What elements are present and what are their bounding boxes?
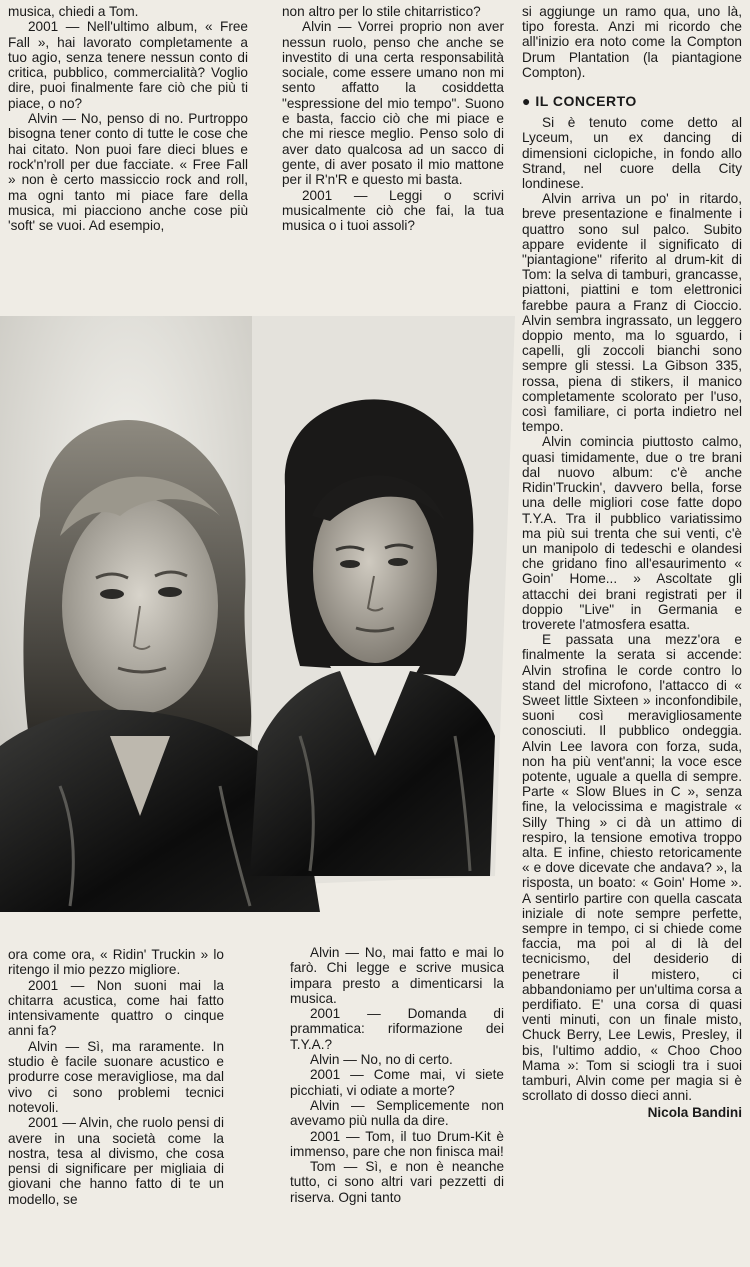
paragraph: Tom — Sì, e non è neanche tutto, ci sono altri vari pezzetti di riserva. Ogni tanto — [290, 1159, 504, 1205]
byline: Nicola Bandini — [647, 1105, 742, 1121]
paragraph: si aggiunge un ramo qua, uno là, tipo foresta. Anzi mi ricordo che all'inizio era noto come la Compton Drum Plantation (la piantagione Compton). — [522, 4, 742, 80]
paragraph: Alvin — Vorrei proprio non aver nessun ruolo, penso che anche se investito di una certa responsabilità sociale, come essere umano non mi sento affatto la cosiddetta "espressione del mio tempo". Suono e basta, faccio ciò che mi piace e che mi riesce meglio. Penso solo di aver dato qualcosa ad un sacco di gente, di aver posato il mio mattone per il R'n'R e questo mi basta. — [282, 19, 504, 188]
paragraph: 2001 — Leggi o scrivi musicalmente ciò che fai, la tua musica o i tuoi assoli? — [282, 187, 504, 234]
column-1-bottom — [8, 947, 224, 1207]
paragraph: 2001 — Domanda di prammatica: riformazione dei T.Y.A.? — [290, 1006, 504, 1052]
column-2-top — [282, 4, 504, 233]
photo-image — [0, 316, 515, 912]
paragraph: Alvin arriva un po' in ritardo, breve presentazione e finalmente i quattro sono sul palco. Subito appare evidente il significato di "piantagione" riferito al drum-kit di Tom: la selva di tamburi, grancasse, piattoni, piattini e tom elettronici farebbe paura a Franz di Cioccio. Alvin sembra ingrassato, un leggero doppio mento, ma lo sguardo, i capelli, gli zoccoli bianchi sono sempre gli stessi. La Gibson 335, rossa, piena di stikers, il manico completamente scolorato per l'uso, così familiare, ci porta indietro nel tempo. — [522, 191, 742, 435]
paragraph: 2001 — Come mai, vi siete picchiati, vi odiate a morte? — [290, 1067, 504, 1098]
paragraph: E passata una mezz'ora e finalmente la serata si accende: Alvin strofina le corde contro lo stand del microfono, l'attacco di « Sweet little Sixteen » inconfondibile, suoni così meravigliosamente conosciuti. Il pubblico ondeggia. Alvin Lee lavora con forza, suda, non ha più vent'anni; la voce esce potente, uguale a quella di sempre. Parte « Slow Blues in C », senza fine, la velocissima e magistrale « Silly Thing » ci dà un attimo di respiro, la tensione emotiva troppo alta. E infine, chiesto retoricamente « e dove dicevate che andava? », la risposta, un boato: « Goin' Home ». A sentirlo partire con quella cascata iniziale di note sempre perfette, sempre in tempo, ci si chiede come faccia, ma poi al di là del tecnicismo, del desiderio di penetrare il mistero, ci abbandoniamo per un'ultima corsa a perdifiato. E' una corsa di quasi venti minuti, con un finale misto, Chuck Berry, Lee Lewis, Presley, il bis, l'ultimo addio, « Choo Choo Mama »: Tom si sciogli tra i suoi tamburi, Alvin come per magia si è scrollato di dosso dieci anni. — [522, 632, 742, 1104]
paragraph: 2001 — Tom, il tuo Drum-Kit è immenso, pare che non finisca mai! — [290, 1128, 504, 1159]
paragraph: ora come ora, « Ridin' Truckin » lo ritengo il mio pezzo migliore. — [8, 947, 224, 978]
paragraph: 2001 — Non suoni mai la chitarra acustica, come hai fatto intensivamente quattro o cinque anni fa? — [8, 977, 224, 1039]
paragraph: Alvin — No, penso di no. Purtroppo bisogna tener conto di tutte le cose che hai citato. Non puoi fare dieci blues e rock'n'roll per due facciate. « Free Fall » non è certo massiccio rock and roll, ma ogni tanto mi piace fare della musica, mi piacciono anche cose più 'soft' se vuoi. Ad esempio, — [8, 111, 248, 234]
paragraph: Alvin — No, mai fatto e mai lo farò. Chi legge e scrive musica impara presto a dimenticarsi la musica. — [290, 945, 504, 1006]
section-heading: ● IL CONCERTO — [522, 93, 637, 110]
paragraph: Alvin — Semplicemente non avevamo più nulla da dire. — [290, 1097, 504, 1129]
column-3 — [522, 4, 742, 1121]
band-photo — [0, 316, 515, 912]
paragraph: non altro per lo stile chitarristico? — [282, 4, 481, 19]
paragraph: musica, chiedi a Tom. — [8, 4, 139, 19]
paragraph: Si è tenuto come detto al Lyceum, un ex dancing di dimensioni ciclopiche, in fondo allo Strand, nel cuore della City londinese. — [522, 115, 742, 192]
column-2-bottom — [290, 945, 504, 1205]
paragraph: 2001 — Alvin, che ruolo pensi di avere in una società come la nostra, tesa al divismo, che cosa pensi di significare per migliaia di giovani che hanno fatto di te un modello, se — [8, 1115, 224, 1207]
column-1-top — [8, 4, 248, 233]
paragraph: 2001 — Nell'ultimo album, « Free Fall », hai lavorato completamente a tuo agio, senza tenere nessun conto di critica, pubblico, commercialità? Voglio dire, puoi finalmente fare ciò che più ti piace, o no? — [8, 19, 248, 111]
paragraph: Alvin comincia piuttosto calmo, quasi timidamente, due o tre brani dal nuovo album: c'è anche Ridin'Truckin', davvero bella, forse una delle migliori cose fatte dopo T.Y.A. Tra il pubblico variatissimo ma più sui trenta che sui venti, c'è un manipolo di tedeschi e olandesi che gridano fino all'esaurimento « Goin' Home... » Ascoltate gli attacchi dei brani registrati per il doppio "Live" in Germania e troverete l'atmosfera esatta. — [522, 434, 742, 632]
paragraph: Alvin — No, no di certo. — [310, 1052, 453, 1068]
paragraph: Alvin — Sì, ma raramente. In studio è facile suonare acustico e produrre cose meravigliose, ma dal vivo ci sono problemi tecnici notevoli. — [8, 1038, 224, 1115]
